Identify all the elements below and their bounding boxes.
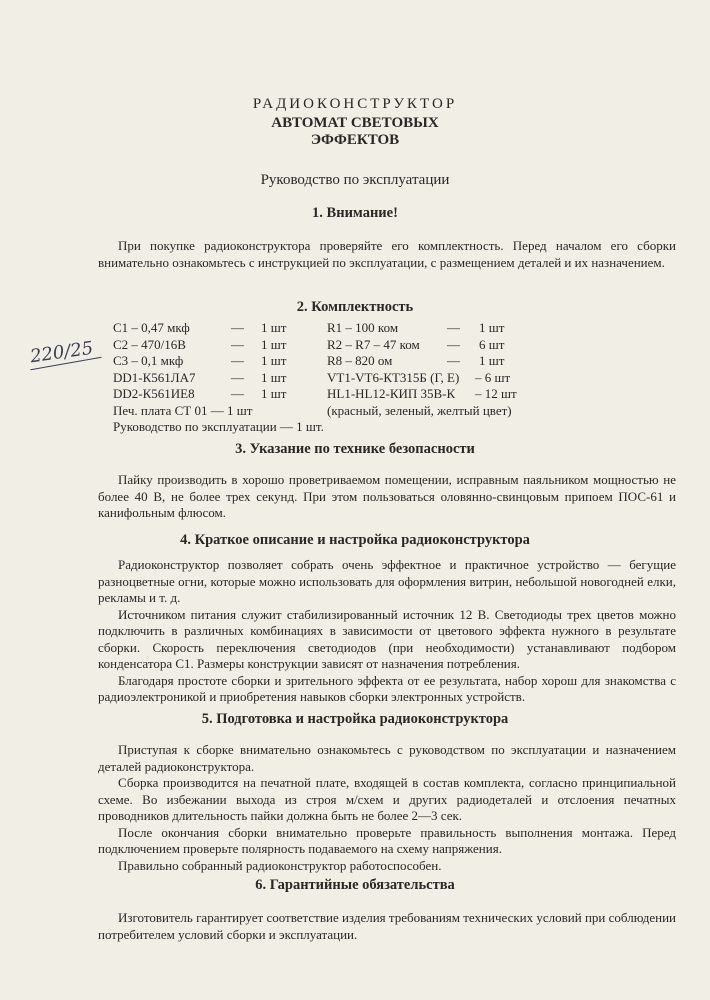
kit-item: R1 – 100 ком — 1 шт — [327, 320, 505, 335]
section-4-title: 4. Краткое описание и настройка радиоконструктора — [180, 532, 530, 548]
kit-item-manual: Руководство по эксплуатации — 1 шт. — [113, 419, 324, 434]
section-6-title: 6. Гарантийные обязательства — [255, 877, 455, 893]
section-3-title: 3. Указание по технике безопасности — [235, 441, 475, 457]
section-4-paragraph: Радиоконструктор позволяет собрать очень эффектное и практичное устройство — бегущие разноцветные огни, которые можно использовать для оформления витрин, небольшой новогодней елки, рекламы и т. д. — [98, 557, 676, 605]
section-4-paragraph: Источником питания служит стабилизированный источник 12 В. Светодиоды трех цветов можно подключить в различных комбинациях в зависимости от цветового эффекта нужного в результате сборки. Скорость переключения светодиодов (при необходимости) устанавливают подбором конденсатора С1. Размеры конструкции зависят от назначения потребления. — [98, 606, 676, 671]
title-line-3: ЭФФЕКТОВ — [310, 132, 400, 148]
section-2-title: 2. Комплектность — [296, 299, 414, 315]
section-5-paragraph: После окончания сборки внимательно проверьте правильность выполнения монтажа. Перед подключением проверьте полярность подаваемого на схему напряжения. — [98, 824, 676, 856]
section-5-paragraph: Приступая к сборке внимательно ознакомьтесь с руководством по эксплуатации и назначением деталей радиоконструктора. — [98, 742, 676, 774]
kit-list-left — [113, 320, 324, 436]
title-line-1: РАДИОКОНСТРУКТОР — [252, 96, 458, 112]
section-5-paragraph: Правильно собранный радиоконструктор работоспособен. — [118, 857, 442, 873]
kit-item: С2 – 470/16В — 1 шт — [113, 336, 287, 352]
section-6-body — [98, 910, 676, 943]
kit-item: HL1-HL12-КИП 35В-К – 12 шт — [327, 386, 517, 401]
section-1-title: 1. Внимание! — [312, 205, 398, 221]
kit-item: DD2-К561ИЕ8 — 1 шт — [113, 386, 287, 401]
kit-item: С1 – 0,47 мкф — 1 шт — [113, 320, 287, 335]
kit-item: VT1-VT6-КТ315Б (Г, Е) – 6 шт — [327, 369, 511, 385]
section-3-text: Пайку производить в хорошо проветриваемом помещении, исправным паяльником мощностью не более 40 В, не более трех секунд. При этом пользоваться оловянно-свинцовым припоем ПОС-61 и канифольным флюсом. — [98, 472, 676, 520]
kit-item: R2 – R7 – 47 ком — 6 шт — [327, 336, 505, 352]
section-5-title: 5. Подготовка и настройка радиоконструктора — [201, 711, 509, 727]
title-line-2: АВТОМАТ СВЕТОВЫХ — [271, 115, 439, 131]
section-4-body — [98, 557, 676, 706]
section-3-body — [98, 472, 676, 522]
kit-item: С3 – 0,1 мкф — 1 шт — [113, 353, 287, 368]
subtitle: Руководство по эксплуатации — [260, 172, 450, 188]
handwritten-note: 220/25 — [28, 337, 95, 368]
section-1-body — [98, 238, 676, 271]
section-6-text: Изготовитель гарантирует соответствие изделия требованиям технических условий при соблюдении потребителем условий сборки и эксплуатации. — [98, 910, 676, 942]
section-4-paragraph: Благодаря простоте сборки и зрительного эффекта от ее результата, набор хорош для знакомства с радиоэлектроникой и приобретения навыков сборки электронных устройств. — [98, 672, 676, 704]
kit-list-right — [327, 320, 517, 419]
section-5-paragraph: Сборка производится на печатной плате, входящей в состав комплекта, согласно принципиальной схеме. Во избежании выхода из строя м/схем и других радиодеталей и отслоения печатных проводников длительность пайки должна быть не более 2—3 сек. — [98, 775, 676, 823]
kit-item: DD1-К561ЛА7 — 1 шт — [113, 369, 287, 385]
kit-item: R8 – 820 ом — 1 шт — [327, 353, 505, 368]
kit-item-pcb: Печ. плата СТ 01 — 1 шт — [113, 402, 253, 418]
section-1-text: При покупке радиоконструктора проверяйте его комплектность. Перед началом его сборки внимательно ознакомьтесь с инструкцией по эксплуатации, с размещением деталей и их назначением. — [98, 238, 676, 270]
section-5-body — [98, 742, 676, 874]
kit-item-colors: (красный, зеленый, желтый цвет) — [327, 402, 512, 418]
